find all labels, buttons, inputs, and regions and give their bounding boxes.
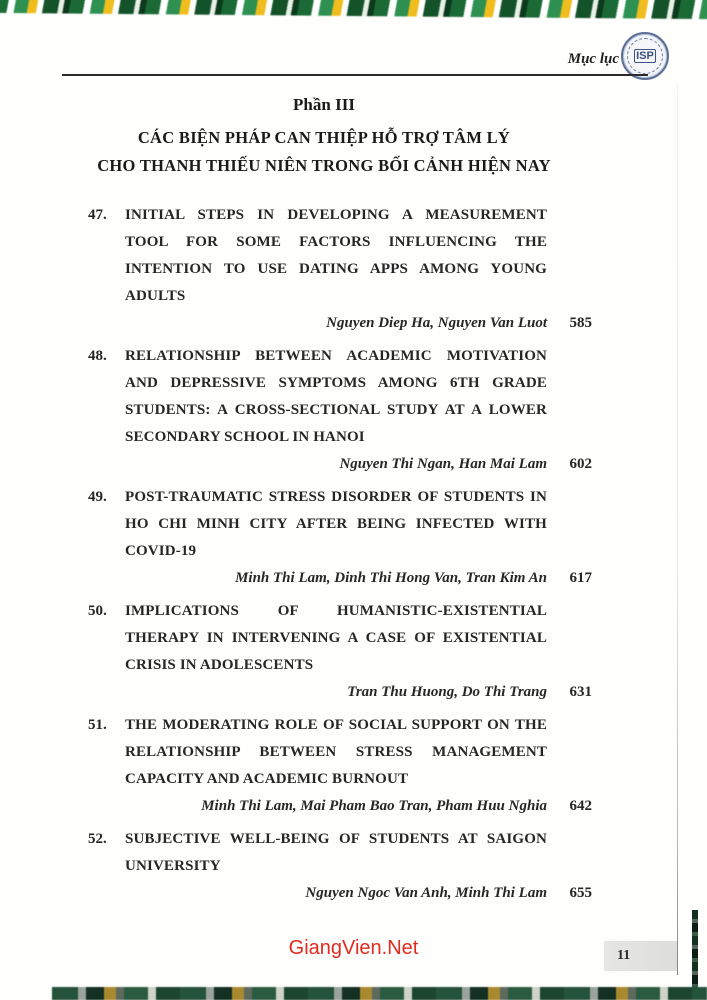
toc-entry [88,598,592,706]
part-title: Phần III [293,95,355,114]
toc-entry-byline-row [88,679,592,706]
toc-entry-byline-row [88,310,592,337]
bottom-decorative-strip [52,987,707,1000]
entry-number: 51. [88,717,107,733]
entry-page-number: 585 [569,315,592,331]
entry-title: POST-TRAUMATIC STRESS DISORDER OF STUDENTS IN HO CHI MINH CITY AFTER BEING INFECTED WITH COVID-19 [125,489,547,559]
watermark-link: GiangVien.Net [288,937,419,959]
page-number: 11 [617,948,631,963]
entry-number: 48. [88,348,107,364]
running-header: Mục lục [567,51,619,67]
entry-title: THE MODERATING ROLE OF SOCIAL SUPPORT ON THE RELATIONSHIP BETWEEN STRESS MANAGEMENT CAPACITY AND ACADEMIC BURNOUT [125,717,547,787]
entry-title: RELATIONSHIP BETWEEN ACADEMIC MOTIVATION AND DEPRESSIVE SYMPTOMS AMONG 6TH GRADE STUDENTS: A CROSS-SECTIONAL STUDY AT A LOWER SECONDARY SCHOOL IN HANOI [125,348,547,445]
toc-entry-byline-row [88,880,592,907]
book-spine-edge [692,910,698,988]
isp-seal-text: ISP [636,50,654,62]
section-title [0,124,648,180]
section-title-line2: CHO THANH THIẾU NIÊN TRONG BỐI CẢNH HIỆN NAY [97,156,551,175]
toc-entry-byline-row [88,451,592,478]
toc-entry-byline-row [88,793,592,820]
entry-title: SUBJECTIVE WELL-BEING OF STUDENTS AT SAIGON UNIVERSITY [125,831,547,874]
entry-page-number: 642 [569,798,592,814]
entry-number: 49. [88,489,107,505]
toc-entry [88,343,592,478]
toc-entry-title-row [88,826,592,880]
entry-number: 52. [88,831,107,847]
toc-entry-title-row [88,202,592,310]
entry-authors: Nguyen Ngoc Van Anh, Minh Thi Lam [305,885,547,901]
entry-authors: Minh Thi Lam, Dinh Thi Hong Van, Tran Kim An [235,570,547,586]
entry-page-number: 617 [569,570,592,586]
entry-title: IMPLICATIONS OF HUMANISTIC-EXISTENTIAL THERAPY IN INTERVENING A CASE OF EXISTENTIAL CRISIS IN ADOLESCENTS [125,603,547,673]
entry-page-number: 631 [569,684,592,700]
section-title-line1: CÁC BIỆN PHÁP CAN THIỆP HỖ TRỢ TÂM LÝ [137,128,511,147]
isp-seal-logo [621,32,669,80]
entry-page-number: 655 [569,885,592,901]
entry-page-number: 602 [569,456,592,472]
entry-authors: Minh Thi Lam, Mai Pham Bao Tran, Pham Huu Nghia [201,798,547,814]
toc-entry-title-row [88,598,592,679]
toc-entry-title-row [88,712,592,793]
header-rule [62,74,648,76]
top-decorative-strip [0,0,707,19]
toc-entry-title-row [88,484,592,565]
entry-authors: Tran Thu Huong, Do Thi Trang [347,684,547,700]
toc-list [88,202,592,913]
toc-entry [88,712,592,820]
toc-entry-byline-row [88,565,592,592]
entry-authors: Nguyen Thi Ngan, Han Mai Lam [339,456,547,472]
page-number-box [604,941,677,971]
toc-entry-title-row [88,343,592,451]
entry-number: 47. [88,207,107,223]
toc-entry [88,202,592,337]
scan-page-edge-line [677,85,678,975]
toc-entry [88,826,592,907]
entry-title: INITIAL STEPS IN DEVELOPING A MEASUREMENT TOOL FOR SOME FACTORS INFLUENCING THE INTENTION TO USE DATING APPS AMONG YOUNG ADULTS [125,207,547,304]
isp-seal-inner-ring [627,38,663,74]
entry-number: 50. [88,603,107,619]
toc-entry [88,484,592,592]
entry-authors: Nguyen Diep Ha, Nguyen Van Luot [326,315,547,331]
